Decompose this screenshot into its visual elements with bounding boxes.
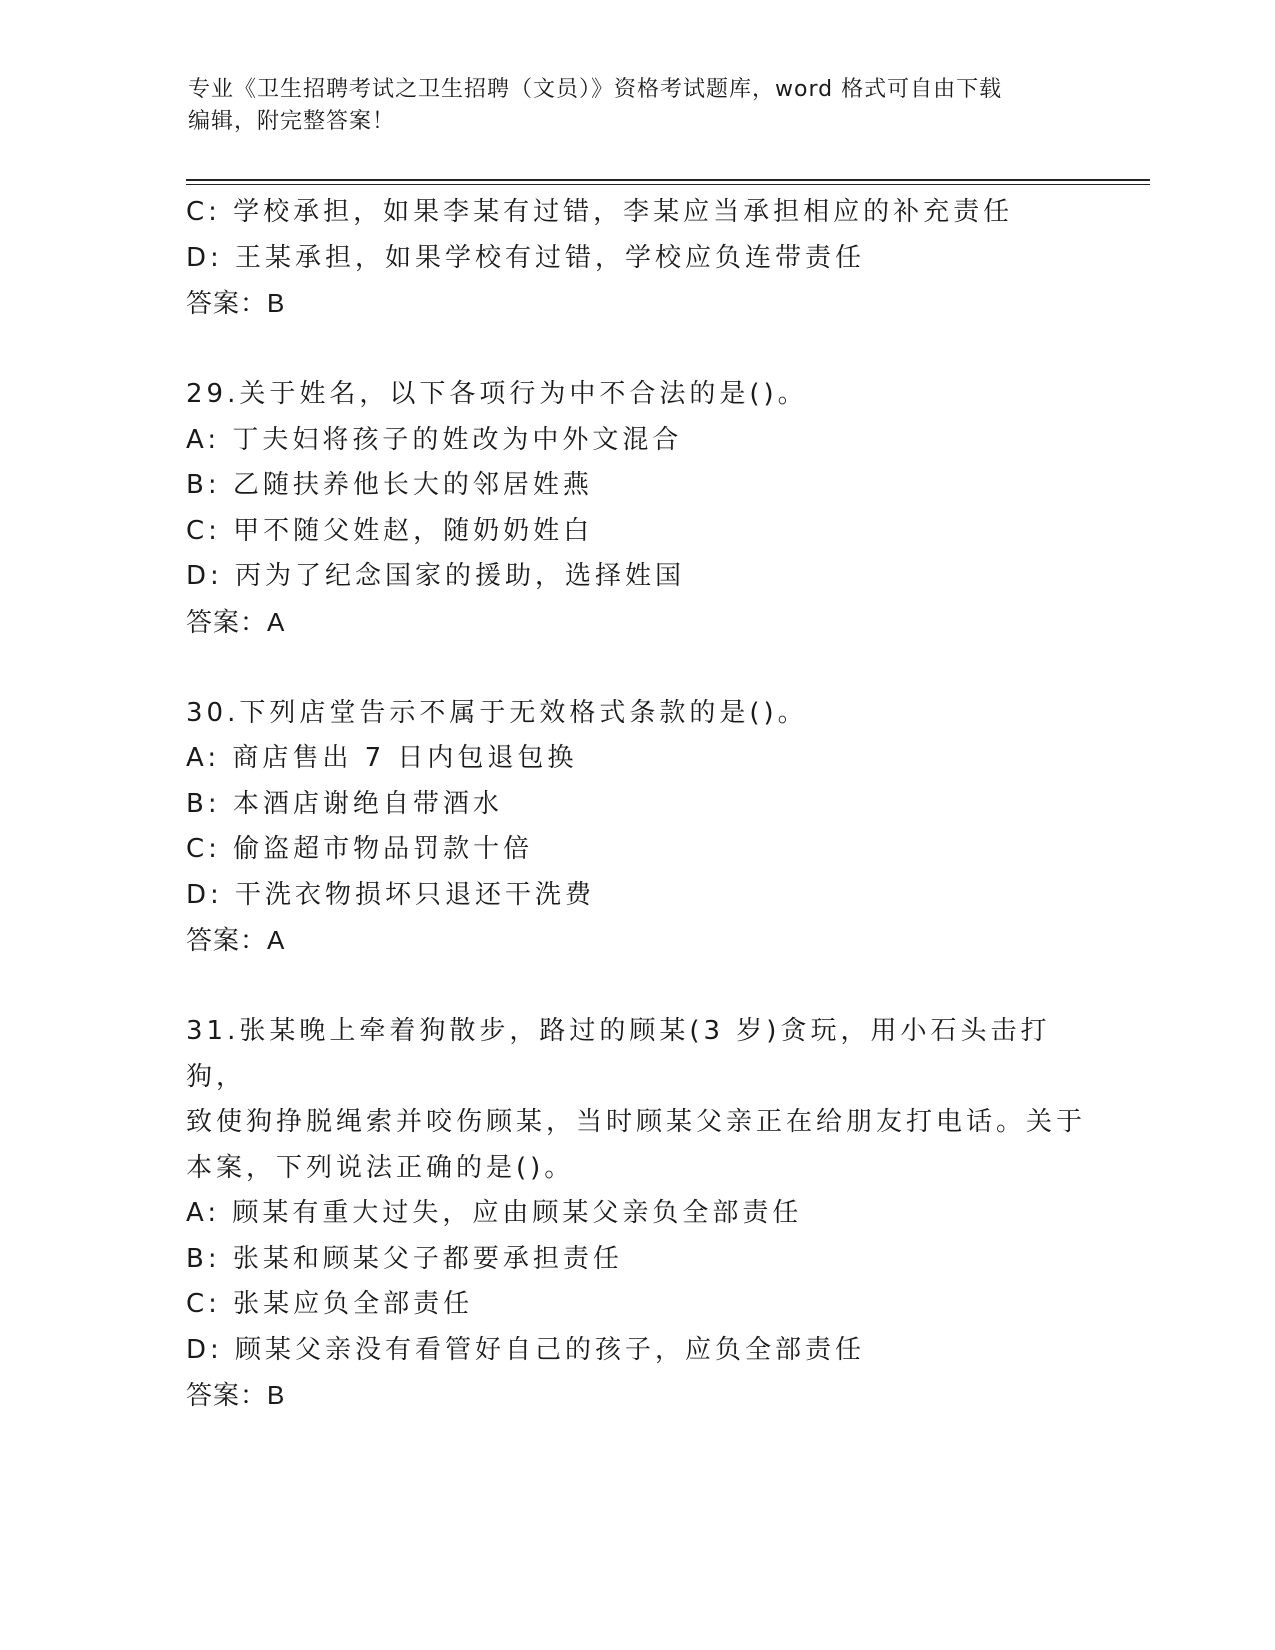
option-d: D: 丙为了纪念国家的援助，选择姓国	[186, 561, 686, 591]
question-block-30	[186, 691, 1086, 964]
question-list	[186, 190, 1086, 1419]
header-rule-thin	[186, 184, 1150, 185]
page-header	[188, 74, 1088, 138]
question-stem-line-1: 31.张某晚上牵着狗散步，路过的顾某(3 岁)贪玩，用小石头击打狗，	[186, 1016, 1051, 1092]
answer-line: 答案：B	[186, 288, 286, 318]
question-block-31	[186, 1009, 1086, 1419]
answer-line: 答案：B	[186, 1380, 286, 1410]
question-stem-line-2: 致使狗挣脱绳索并咬伤顾某，当时顾某父亲正在给朋友打电话。关于	[186, 1107, 1087, 1137]
header-line-1: 专业《卫生招聘考试之卫生招聘（文员）》资格考试题库，word 格式可自由下载	[188, 77, 1003, 102]
question-stem-line-3: 本案，下列说法正确的是()。	[186, 1152, 575, 1183]
option-d: D: 干洗衣物损坏只退还干洗费	[186, 879, 596, 910]
spacer	[186, 327, 1086, 373]
answer-line: 答案：A	[186, 925, 286, 955]
option-a: A: 丁夫妇将孩子的姓改为中外文混合	[186, 424, 683, 455]
question-stem: 29.关于姓名，以下各项行为中不合法的是()。	[186, 379, 808, 409]
spacer	[186, 964, 1086, 1010]
option-d: D: 王某承担，如果学校有过错，学校应负连带责任	[186, 242, 866, 273]
option-b: B: 张某和顾某父子都要承担责任	[186, 1243, 623, 1274]
header-rule-thick	[186, 179, 1150, 181]
option-d: D: 顾某父亲没有看管好自己的孩子，应负全部责任	[186, 1334, 866, 1365]
question-block-29	[186, 372, 1086, 645]
option-a: A: 顾某有重大过失，应由顾某父亲负全部责任	[186, 1198, 803, 1228]
option-c: C: 偷盗超市物品罚款十倍	[186, 834, 534, 864]
answer-line: 答案：A	[186, 606, 286, 637]
question-block-28-tail	[186, 190, 1086, 327]
header-line-2: 编辑，附完整答案！	[188, 109, 396, 134]
spacer	[186, 645, 1086, 691]
option-c: C: 甲不随父姓赵，随奶奶姓白	[186, 515, 594, 546]
option-b: B: 本酒店谢绝自带酒水	[186, 788, 503, 819]
option-c: C: 学校承担，如果李某有过错，李某应当承担相应的补充责任	[186, 197, 1014, 227]
option-c: C: 张某应负全部责任	[186, 1289, 474, 1319]
option-a: A: 商店售出 7 日内包退包换	[186, 743, 578, 773]
question-stem: 30.下列店堂告示不属于无效格式条款的是()。	[186, 697, 808, 728]
option-b: B: 乙随扶养他长大的邻居姓燕	[186, 470, 593, 500]
